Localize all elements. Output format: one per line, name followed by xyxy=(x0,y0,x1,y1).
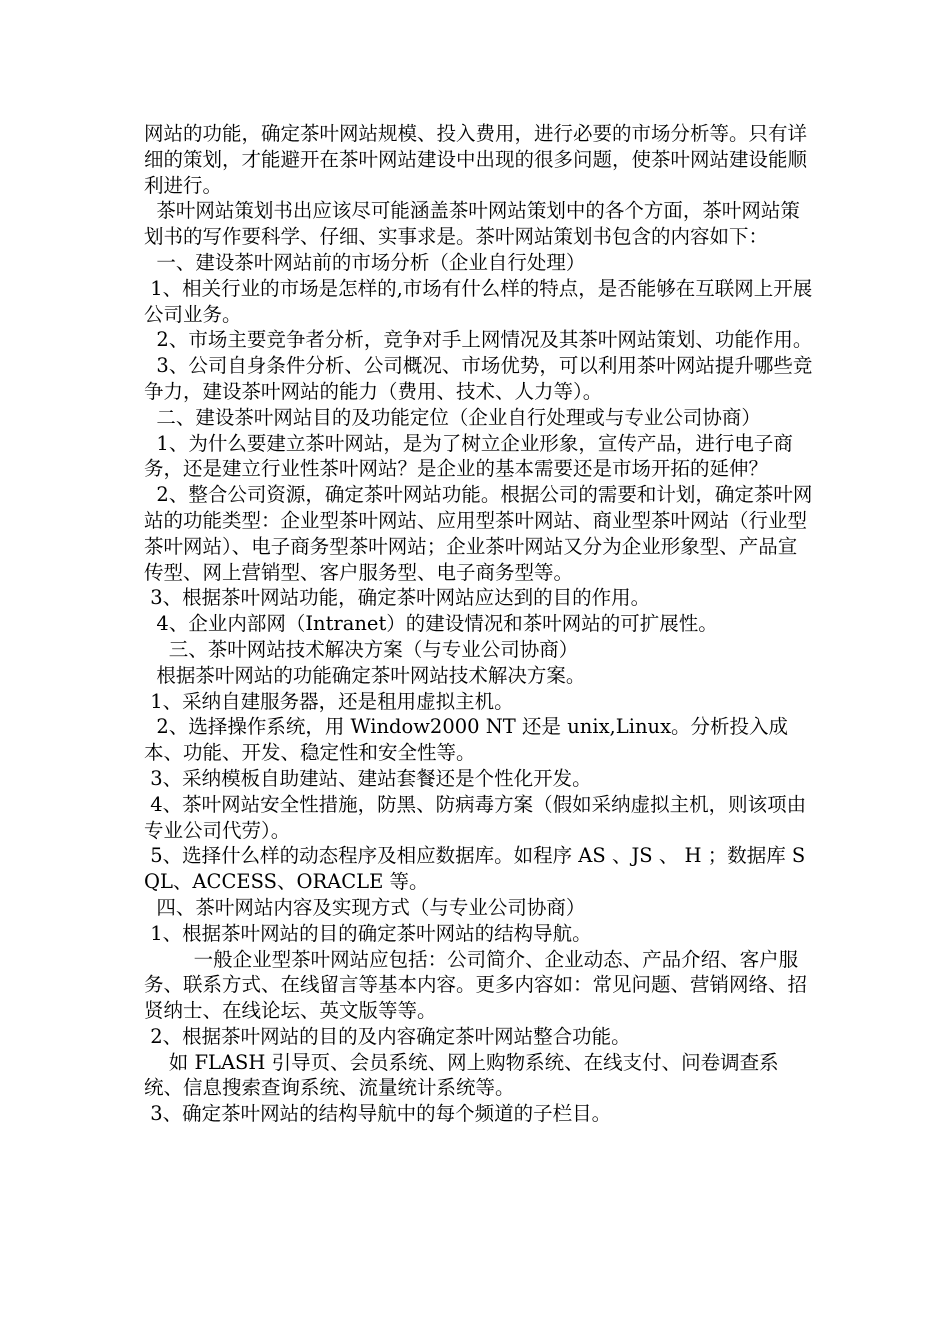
paragraph-intro: 根据茶叶网站的功能确定茶叶网站技术解决方案。 xyxy=(144,663,586,687)
section-heading-2: 二、建设茶叶网站目的及功能定位（企业自行处理或与专业公司协商） xyxy=(144,405,761,429)
paragraph-1: 网站的功能，确定茶叶网站规模、投入费用，进行必要的市场分析等。只有详细的策划，才能避开在茶叶网站建设中出现的很多问题，使茶叶网站建设能顺利进行。 xyxy=(144,122,808,197)
section-heading-4: 四、茶叶网站内容及实现方式（与专业公司协商） xyxy=(144,895,586,919)
list-item: 4、企业内部网（Intranet）的建设情况和茶叶网站的可扩展性。 xyxy=(144,612,718,636)
section-heading-3: 三、茶叶网站技术解决方案（与专业公司协商） xyxy=(144,637,579,661)
list-item: 1、采纳自建服务器，还是租用虚拟主机。 xyxy=(144,689,514,713)
paragraph-detail: 一般企业型茶叶网站应包括：公司简介、企业动态、产品介绍、客户服务、联系方式、在线留言等基本内容。更多内容如：常见问题、营销网络、招贤纳士、在线论坛、英文版等等。 xyxy=(144,947,808,1023)
paragraph-2: 茶叶网站策划书出应该尽可能涵盖茶叶网站策划中的各个方面，茶叶网站策划书的写作要科学、仔细、实事求是。茶叶网站策划书包含的内容如下： xyxy=(144,199,800,249)
list-item: 2、整合公司资源，确定茶叶网站功能。根据公司的需要和计划，确定茶叶网站的功能类型：企业型茶叶网站、应用型茶叶网站、商业型茶叶网站（行业型茶叶网站）、电子商务型茶叶网站；企业茶叶网站又分为企业形象型、产品宣传型、网上营销型、客户服务型、电子商务型等。 xyxy=(144,483,813,584)
list-item: 2、选择操作系统，用 Window2000 NT 还是 unix,Linux。分析投入成本、功能、开发、稳定性和安全性等。 xyxy=(144,715,789,765)
list-item: 2、市场主要竞争者分析，竞争对手上网情况及其茶叶网站策划、功能作用。 xyxy=(144,328,813,352)
list-item: 1、根据茶叶网站的目的确定茶叶网站的结构导航。 xyxy=(144,921,592,945)
list-item: 3、根据茶叶网站功能，确定茶叶网站应达到的目的作用。 xyxy=(144,586,651,610)
list-item: 1、相关行业的市场是怎样的,市场有什么样的特点，是否能够在互联网上开展公司业务。 xyxy=(144,276,813,326)
list-item: 3、公司自身条件分析、公司概况、市场优势，可以利用茶叶网站提升哪些竞争力，建设茶叶网站的能力（费用、技术、人力等）。 xyxy=(144,354,813,403)
list-item: 1、为什么要建立茶叶网站，是为了树立企业形象，宣传产品，进行电子商务，还是建立行业性茶叶网站？是企业的基本需要还是市场开拓的延伸？ xyxy=(144,431,793,481)
list-item: 5、选择什么样的动态程序及相应数据库。如程序 AS 、JS 、 H ；数据库 SQL、ACCESS、ORACLE 等。 xyxy=(144,844,806,894)
list-item: 4、茶叶网站安全性措施，防黑、防病毒方案（假如采纳虚拟主机，则该项由专业公司代劳）。 xyxy=(144,792,807,842)
paragraph-detail: 如 FLASH 引导页、会员系统、网上购物系统、在线支付、问卷调查系统、信息搜索查询系统、流量统计系统等。 xyxy=(144,1050,779,1100)
document-page xyxy=(144,121,816,1127)
section-heading-1: 一、建设茶叶网站前的市场分析（企业自行处理） xyxy=(144,250,586,274)
list-item: 2、根据茶叶网站的目的及内容确定茶叶网站整合功能。 xyxy=(144,1024,631,1048)
list-item: 3、采纳模板自助建站、建站套餐还是个性化开发。 xyxy=(144,766,592,790)
list-item: 3、确定茶叶网站的结构导航中的每个频道的子栏目。 xyxy=(144,1102,612,1126)
